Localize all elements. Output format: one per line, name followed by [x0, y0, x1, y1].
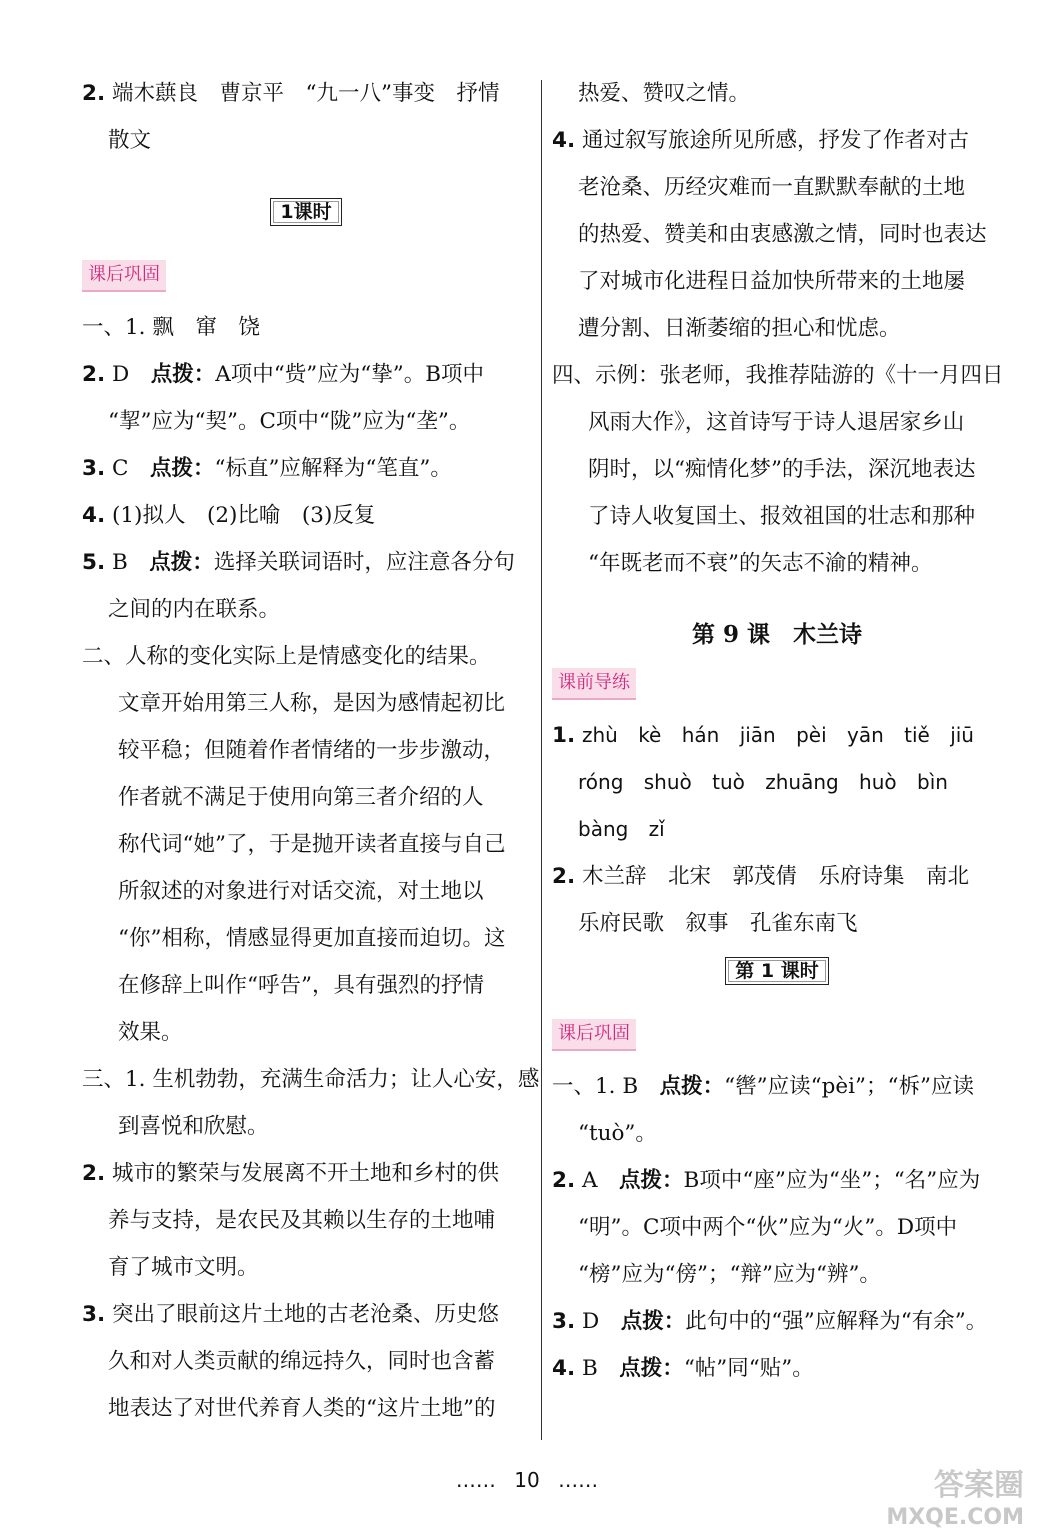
answer-line	[82, 633, 530, 680]
answer-text: 了对城市化进程日益加快所带来的土地屡	[578, 269, 966, 294]
answer-line	[552, 1298, 1002, 1345]
hint-label: 点拨：	[149, 550, 214, 575]
lesson-period-box	[82, 188, 530, 250]
answer-text: 遭分割、日渐萎缩的担心和忧虑。	[578, 316, 901, 341]
lesson-period-label: 第 1 课时	[725, 957, 828, 985]
answer-text: 通过叙写旅途所见所感，抒发了作者对古	[581, 128, 969, 153]
answer-line	[82, 304, 530, 351]
answer-line	[82, 1197, 530, 1244]
answer-line	[82, 1338, 530, 1385]
footer-dots-right: ……	[558, 1468, 599, 1492]
answer-text: 文章开始用第三人称，是因为感情起初比	[118, 691, 506, 716]
answer-line	[552, 540, 1002, 587]
answer-line	[82, 117, 530, 164]
answer-text: 到喜悦和欣慰。	[118, 1114, 269, 1139]
answer-line	[82, 774, 530, 821]
hint-text: A项中“赀”应为“挚”。B项中	[215, 362, 485, 387]
answer-line	[82, 1244, 530, 1291]
answer-line	[82, 727, 530, 774]
answer-line	[82, 868, 530, 915]
answer-text: 二、人称的变化实际上是情感变化的结果。	[82, 644, 491, 669]
column-divider	[541, 80, 542, 1440]
section-tag-label: 课前导练	[552, 668, 636, 700]
answer-line	[82, 539, 530, 586]
item-number: 4.	[82, 503, 106, 528]
page-number: 10	[514, 1468, 540, 1492]
answer-text: “明”。C项中两个“伙”应为“火”。D项中	[578, 1215, 958, 1240]
answer-text: 在修辞上叫作“呼告”，具有强烈的抒情	[118, 973, 484, 998]
spacer	[82, 164, 530, 188]
section-tag	[552, 1009, 1002, 1063]
answer-line	[82, 398, 530, 445]
section-tag	[82, 250, 530, 304]
answer-line	[552, 352, 1002, 399]
answer-text: 乐府民歌 叙事 孔雀东南飞	[578, 911, 858, 936]
answer-line	[552, 1063, 1002, 1110]
answer-text: “年既老而不衰”的矢志不渝的精神。	[588, 551, 933, 576]
answer-text: 之间的内在联系。	[108, 597, 281, 622]
answer-line	[82, 351, 530, 398]
answer-line	[82, 1385, 530, 1432]
answer-line	[552, 117, 1002, 164]
answer-line	[82, 680, 530, 727]
answer-line	[82, 1103, 530, 1150]
answer-line	[82, 962, 530, 1009]
answer-text: zhù kè hán jiān pèi yān tiě jiū	[581, 723, 974, 747]
answer-text: 城市的繁荣与发展离不开土地和乡村的供	[111, 1161, 499, 1186]
answer-line	[552, 211, 1002, 258]
answer-text: róng shuò tuò zhuāng huò bìn	[578, 770, 948, 794]
answer-text: 一、1. 飘 窜 饶	[82, 315, 260, 340]
answer-text: D	[581, 1309, 621, 1334]
item-number: 3.	[82, 456, 106, 481]
lesson-period-label: 1课时	[270, 198, 341, 226]
answer-text: 阴时，以“痴情化梦”的手法，深沉地表达	[588, 457, 976, 482]
answer-line	[552, 493, 1002, 540]
left-column	[82, 70, 540, 1432]
answer-line	[82, 492, 530, 539]
answer-text: B	[111, 550, 150, 575]
answer-line	[82, 1291, 530, 1338]
answer-text: 育了城市文明。	[108, 1255, 259, 1280]
section-tag-label: 课后巩固	[552, 1019, 636, 1051]
right-column	[552, 70, 1002, 1392]
item-number: 2.	[552, 1168, 576, 1193]
item-number: 4.	[552, 128, 576, 153]
item-number: 1.	[552, 723, 576, 748]
answer-text: 一、1. B	[552, 1074, 660, 1099]
hint-label: 点拨：	[620, 1309, 686, 1334]
answer-text: A	[581, 1168, 620, 1193]
answer-line	[552, 1110, 1002, 1157]
hint-text: “辔”应读“pèi”；“柝”应读	[724, 1074, 974, 1099]
answer-line	[552, 806, 1002, 853]
answer-line	[552, 305, 1002, 352]
answer-line	[552, 446, 1002, 493]
hint-label: 点拨：	[619, 1168, 684, 1193]
answer-text: 三、1. 生机勃勃，充满生命活力；让人心安，感	[82, 1067, 540, 1092]
item-number: 4.	[552, 1356, 576, 1381]
answer-text: 的热爱、赞美和由衷感激之情，同时也表达	[578, 222, 987, 247]
hint-text: 此句中的“强”应解释为“有余”。	[685, 1309, 988, 1334]
answer-text: bàng zǐ	[578, 817, 665, 841]
answer-line	[82, 445, 530, 492]
answer-line	[552, 900, 1002, 947]
answer-line	[82, 1150, 530, 1197]
answer-text: “挈”应为“契”。C项中“陇”应为“垄”。	[108, 409, 471, 434]
answer-line	[82, 915, 530, 962]
answer-text: 风雨大作》，这首诗写于诗人退居家乡山	[588, 410, 965, 435]
footer-dots-left: ……	[455, 1468, 496, 1492]
section-tag	[552, 658, 1002, 712]
hint-text: B项中“座”应为“坐”；“名”应为	[683, 1168, 981, 1193]
answer-text: “榜”应为“傍”；“辩”应为“辨”。	[578, 1262, 881, 1287]
lesson-period-box	[552, 947, 1002, 1009]
hint-text: “帖”同“贴”。	[683, 1356, 814, 1381]
answer-line	[552, 1345, 1002, 1392]
spacer	[552, 587, 1002, 611]
answer-line	[82, 821, 530, 868]
watermark-logo: 答案圈 MXQE.COM	[886, 1468, 1024, 1530]
hint-label: 点拨：	[619, 1356, 684, 1381]
answer-line	[552, 258, 1002, 305]
hint-label: 点拨：	[659, 1074, 725, 1099]
answer-text: 所叙述的对象进行对话交流，对土地以	[118, 879, 484, 904]
answer-text: 养与支持，是农民及其赖以生存的土地哺	[108, 1208, 496, 1233]
answer-text: 效果。	[118, 1020, 183, 1045]
hint-label: 点拨：	[150, 362, 216, 387]
answer-text: 四、示例：张老师，我推荐陆游的《十一月四日	[552, 363, 1004, 388]
answer-text: 久和对人类贡献的绵远持久，同时也含蓄	[108, 1349, 496, 1374]
answer-line	[552, 1251, 1002, 1298]
answer-text: B	[581, 1356, 620, 1381]
answer-line	[552, 759, 1002, 806]
answer-text: D	[111, 362, 151, 387]
answer-text: 木兰辞 北宋 郭茂倩 乐府诗集 南北	[581, 864, 969, 889]
answer-text: (1)拟人 (2)比喻 (3)反复	[111, 503, 376, 528]
answer-line	[552, 164, 1002, 211]
answer-text: 散文	[108, 128, 152, 153]
answer-text: 作者就不满足于使用向第三者介绍的人	[118, 785, 484, 810]
answer-line	[552, 853, 1002, 900]
item-number: 2.	[82, 1161, 106, 1186]
item-number: 2.	[552, 864, 576, 889]
lesson-title: 第 9 课 木兰诗	[691, 621, 863, 648]
answer-text: 称代词“她”了，于是抛开读者直接与自己	[118, 832, 506, 857]
answer-line	[552, 399, 1002, 446]
item-number: 3.	[82, 1302, 106, 1327]
answer-line	[82, 70, 530, 117]
answer-line	[552, 1204, 1002, 1251]
item-number: 5.	[82, 550, 106, 575]
answer-text: “你”相称，情感显得更加直接而迫切。这	[118, 926, 506, 951]
answer-line	[552, 1157, 1002, 1204]
hint-label: 点拨：	[149, 456, 215, 481]
hint-text: 选择关联词语时，应注意各分句	[213, 550, 515, 575]
item-number: 2.	[82, 81, 106, 106]
answer-text: 了诗人收复国土、报效祖国的壮志和那种	[588, 504, 976, 529]
answer-line	[552, 712, 1002, 759]
answer-line	[82, 586, 530, 633]
answer-text: 热爱、赞叹之情。	[578, 81, 751, 106]
section-tag-label: 课后巩固	[82, 260, 166, 292]
answer-line	[552, 70, 1002, 117]
answer-text: 较平稳；但随着作者情绪的一步步激动，	[118, 738, 506, 763]
answer-text: C	[111, 456, 150, 481]
hint-text: “标直”应解释为“笔直”。	[214, 456, 452, 481]
answer-text: “tuò”。	[578, 1121, 657, 1146]
item-number: 3.	[552, 1309, 576, 1334]
answer-text: 老沧桑、历经灾难而一直默默奉献的土地	[578, 175, 966, 200]
answer-text: 突出了眼前这片土地的古老沧桑、历史悠	[111, 1302, 499, 1327]
item-number: 2.	[82, 362, 106, 387]
answer-line	[82, 1009, 530, 1056]
answer-text: 端木蕻良 曹京平 “九一八”事变 抒情	[111, 81, 500, 106]
answer-text: 地表达了对世代养育人类的“这片土地”的	[108, 1396, 496, 1421]
answer-line	[82, 1056, 540, 1103]
